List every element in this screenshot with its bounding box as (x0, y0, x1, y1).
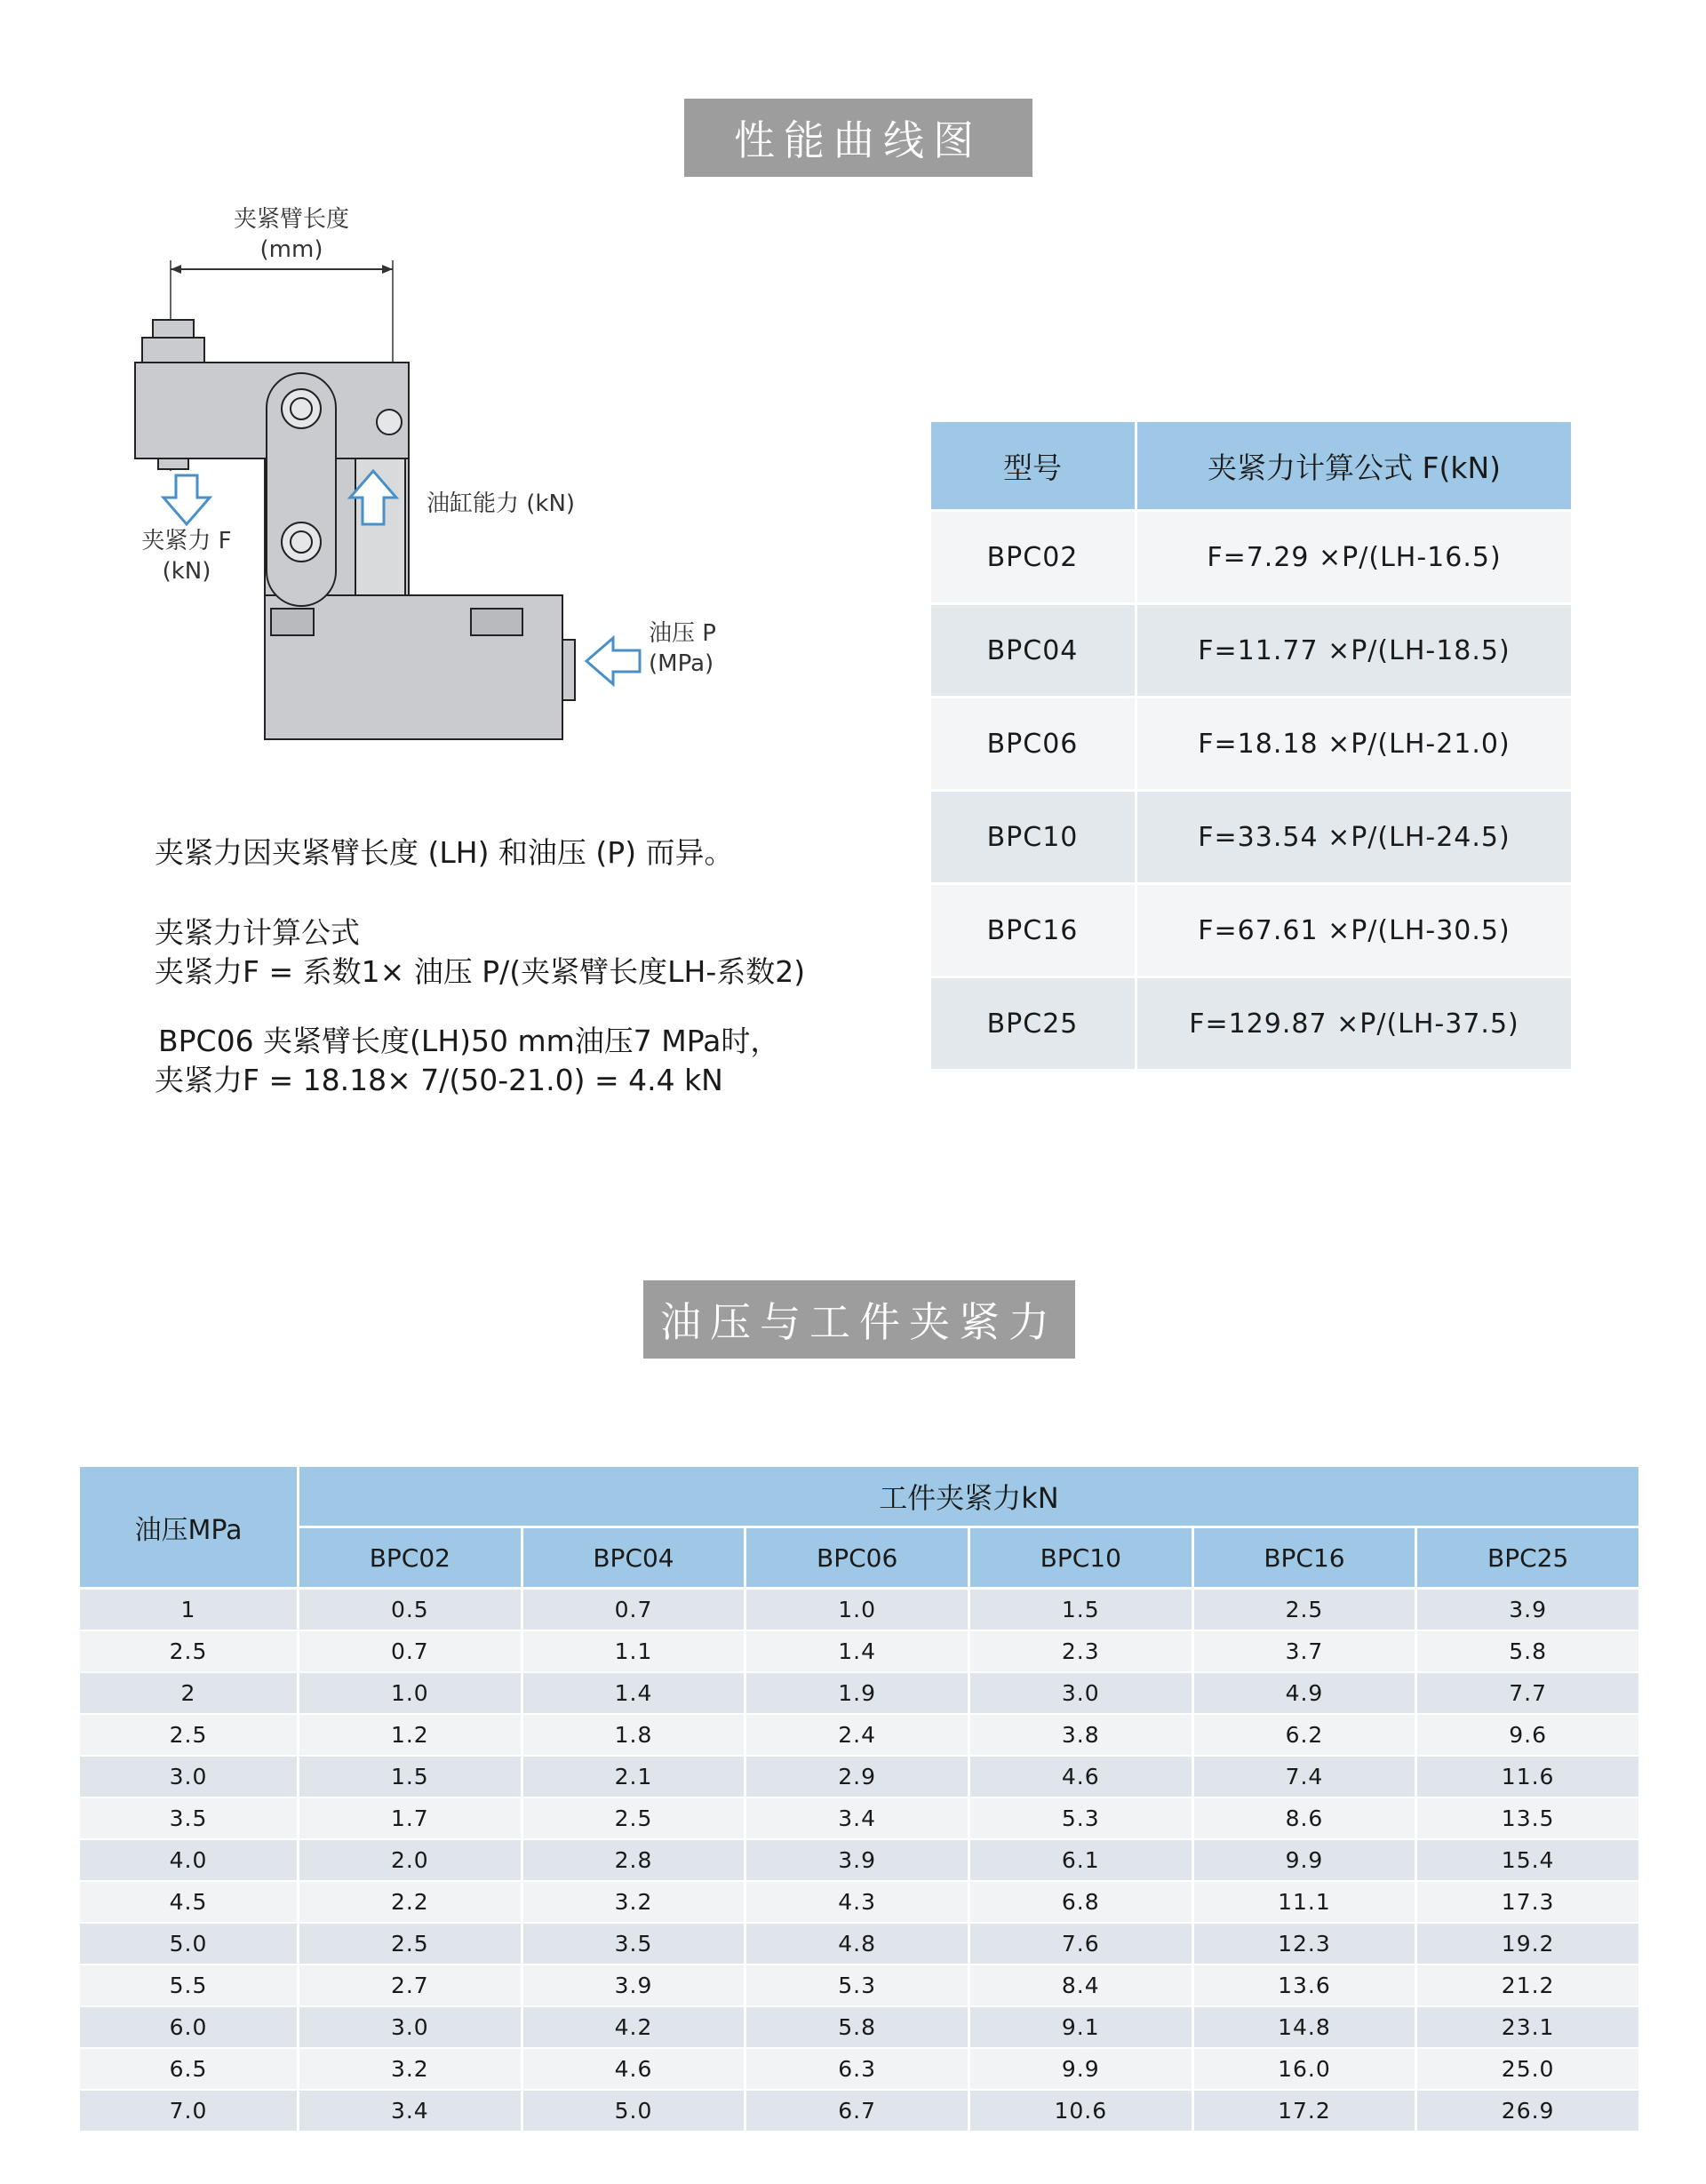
force-cell: 23.1 (1416, 2006, 1640, 2048)
force-cell: 14.8 (1192, 2006, 1416, 2048)
table-row (79, 1589, 1640, 1631)
force-cell: 2.7 (299, 1965, 522, 2006)
formula-row (931, 977, 1571, 1070)
pressure-cell: 3.0 (79, 1756, 299, 1797)
table-row (79, 1797, 1640, 1839)
arm-length-label: 夹紧臂长度 (233, 206, 349, 233)
force-cell: 11.1 (1192, 1881, 1416, 1923)
force-cell: 15.4 (1416, 1839, 1640, 1881)
force-cell: 0.5 (299, 1589, 522, 1631)
model-cell: BPC04 (931, 604, 1136, 697)
force-cell: 5.3 (745, 1965, 969, 2006)
force-cell: 3.7 (1192, 1630, 1416, 1672)
example-line-2: 夹紧力F = 18.18× 7/(50-21.0) = 4.4 kN (155, 1063, 723, 1097)
force-cell: 11.6 (1416, 1756, 1640, 1797)
force-cell: 6.2 (1192, 1714, 1416, 1756)
force-cell: 2.5 (1192, 1589, 1416, 1631)
table-row (79, 2048, 1640, 2090)
force-cell: 2.3 (969, 1630, 1192, 1672)
force-cell: 7.7 (1416, 1672, 1640, 1714)
clamp-diagram (107, 204, 729, 755)
model-cell: BPC16 (931, 884, 1136, 977)
force-cell: 1.1 (522, 1630, 745, 1672)
force-cell: 6.1 (969, 1839, 1192, 1881)
table-row (79, 1881, 1640, 1923)
force-cell: 2.5 (522, 1797, 745, 1839)
table-row (79, 1630, 1640, 1672)
pressure-cell: 5.0 (79, 1923, 299, 1965)
force-cell: 1.0 (299, 1672, 522, 1714)
formula-row (931, 604, 1571, 697)
formula-header: 夹紧力计算公式 F(kN) (1136, 422, 1572, 511)
table-row (79, 1839, 1640, 1881)
force-cell: 0.7 (522, 1589, 745, 1631)
pressure-cell: 2 (79, 1672, 299, 1714)
model-cell: BPC25 (931, 977, 1136, 1070)
force-cell: 5.8 (1416, 1630, 1640, 1672)
force-cell: 16.0 (1192, 2048, 1416, 2090)
force-cell: 3.9 (522, 1965, 745, 2006)
formula-row (931, 884, 1571, 977)
force-cell: 4.8 (745, 1923, 969, 1965)
example-line-1: BPC06 夹紧臂长度(LH)50 mm油压7 MPa时， (158, 1024, 780, 1058)
model-cell: BPC02 (931, 511, 1136, 604)
force-cell: 10.6 (969, 2090, 1192, 2131)
pressure-unit: (MPa) (649, 650, 714, 677)
cylinder-capacity-label: 油缸能力 (kN) (426, 490, 576, 517)
formula-table (931, 422, 1571, 1069)
force-cell: 3.9 (745, 1839, 969, 1881)
force-cell: 6.8 (969, 1881, 1192, 1923)
force-cell: 3.2 (299, 2048, 522, 2090)
force-cell: 3.5 (522, 1923, 745, 1965)
model-column-header: BPC06 (745, 1527, 969, 1589)
force-cell: 1.5 (969, 1589, 1192, 1631)
pressure-cell: 4.5 (79, 1881, 299, 1923)
force-cell: 8.4 (969, 1965, 1192, 2006)
force-cell: 25.0 (1416, 2048, 1640, 2090)
force-cell: 6.7 (745, 2090, 969, 2131)
model-column-header: BPC02 (299, 1527, 522, 1589)
model-cell: BPC06 (931, 697, 1136, 791)
clamp-force-title: 油压与工件夹紧力 (643, 1280, 1075, 1359)
force-cell: 9.1 (969, 2006, 1192, 2048)
force-cell: 26.9 (1416, 2090, 1640, 2131)
force-cell: 1.4 (522, 1672, 745, 1714)
force-cell: 17.3 (1416, 1881, 1640, 1923)
table-row (79, 2090, 1640, 2131)
table-row (79, 1923, 1640, 1965)
model-column-header: BPC10 (969, 1527, 1192, 1589)
force-cell: 4.2 (522, 2006, 745, 2048)
force-cell: 2.0 (299, 1839, 522, 1881)
force-cell: 19.2 (1416, 1923, 1640, 1965)
formula-row (931, 511, 1571, 604)
pressure-label: 油压 P (649, 620, 716, 647)
force-cell: 2.2 (299, 1881, 522, 1923)
force-cell: 1.4 (745, 1630, 969, 1672)
model-column-header: BPC16 (1192, 1527, 1416, 1589)
force-cell: 1.0 (745, 1589, 969, 1631)
formula-cell: F=129.87 ×P/(LH-37.5) (1136, 977, 1572, 1070)
force-cell: 2.9 (745, 1756, 969, 1797)
force-cell: 21.2 (1416, 1965, 1640, 2006)
force-cell: 3.4 (745, 1797, 969, 1839)
force-cell: 4.6 (522, 2048, 745, 2090)
table-row (79, 1714, 1640, 1756)
force-cell: 5.0 (522, 2090, 745, 2131)
table-row (79, 1965, 1640, 2006)
force-cell: 4.9 (1192, 1672, 1416, 1714)
force-cell: 1.2 (299, 1714, 522, 1756)
force-cell: 3.0 (969, 1672, 1192, 1714)
force-cell: 3.0 (299, 2006, 522, 2048)
force-cell: 2.8 (522, 1839, 745, 1881)
force-cell: 13.5 (1416, 1797, 1640, 1839)
force-cell: 17.2 (1192, 2090, 1416, 2131)
force-cell: 1.5 (299, 1756, 522, 1797)
force-cell: 1.8 (522, 1714, 745, 1756)
force-cell: 1.9 (745, 1672, 969, 1714)
force-cell: 5.3 (969, 1797, 1192, 1839)
force-cell: 12.3 (1192, 1923, 1416, 1965)
formula-cell: F=67.61 ×P/(LH-30.5) (1136, 884, 1572, 977)
force-cell: 2.1 (522, 1756, 745, 1797)
pressure-cell: 7.0 (79, 2090, 299, 2131)
force-cell: 9.6 (1416, 1714, 1640, 1756)
force-cell: 3.9 (1416, 1589, 1640, 1631)
clamp-force-table (77, 1464, 1641, 2131)
force-cell: 7.4 (1192, 1756, 1416, 1797)
formula-table-header (931, 422, 1571, 511)
clamp-drawing (107, 204, 729, 755)
formula-title: 夹紧力计算公式 (155, 915, 360, 950)
pressure-cell: 3.5 (79, 1797, 299, 1839)
pressure-header: 油压MPa (79, 1466, 299, 1589)
pressure-cell: 1 (79, 1589, 299, 1631)
force-cell: 1.7 (299, 1797, 522, 1839)
force-cell: 2.4 (745, 1714, 969, 1756)
force-cell: 9.9 (1192, 1839, 1416, 1881)
formula-cell: F=33.54 ×P/(LH-24.5) (1136, 791, 1572, 884)
pressure-cell: 6.5 (79, 2048, 299, 2090)
table-row (79, 2006, 1640, 2048)
pressure-cell: 2.5 (79, 1714, 299, 1756)
note-force-varies: 夹紧力因夹紧臂长度 (LH) 和油压 (P) 而异。 (155, 835, 734, 870)
clamp-force-group-header: 工件夹紧力kN (299, 1466, 1640, 1527)
table-row (79, 1672, 1640, 1714)
formula-text: 夹紧力F = 系数1× 油压 P/(夹紧臂长度LH-系数2) (155, 954, 806, 989)
formula-row (931, 697, 1571, 791)
model-cell: BPC10 (931, 791, 1136, 884)
force-cell: 9.9 (969, 2048, 1192, 2090)
clamp-force-label: 夹紧力 F (141, 528, 232, 554)
force-cell: 6.3 (745, 2048, 969, 2090)
model-header: 型号 (931, 422, 1136, 511)
force-cell: 4.6 (969, 1756, 1192, 1797)
force-cell: 3.4 (299, 2090, 522, 2131)
pressure-cell: 5.5 (79, 1965, 299, 2006)
force-cell: 3.2 (522, 1881, 745, 1923)
force-cell: 8.6 (1192, 1797, 1416, 1839)
formula-cell: F=11.77 ×P/(LH-18.5) (1136, 604, 1572, 697)
formula-row (931, 791, 1571, 884)
force-cell: 13.6 (1192, 1965, 1416, 2006)
force-cell: 5.8 (745, 2006, 969, 2048)
arm-length-unit: (mm) (259, 236, 323, 263)
force-cell: 0.7 (299, 1630, 522, 1672)
pressure-cell: 2.5 (79, 1630, 299, 1672)
model-column-header: BPC04 (522, 1527, 745, 1589)
performance-title: 性能曲线图 (684, 99, 1032, 177)
model-column-header: BPC25 (1416, 1527, 1640, 1589)
force-cell: 7.6 (969, 1923, 1192, 1965)
force-cell: 2.5 (299, 1923, 522, 1965)
force-cell: 4.3 (745, 1881, 969, 1923)
pressure-cell: 6.0 (79, 2006, 299, 2048)
formula-cell: F=18.18 ×P/(LH-21.0) (1136, 697, 1572, 791)
table-row (79, 1756, 1640, 1797)
formula-cell: F=7.29 ×P/(LH-16.5) (1136, 511, 1572, 604)
force-cell: 3.8 (969, 1714, 1192, 1756)
pressure-cell: 4.0 (79, 1839, 299, 1881)
clamp-force-unit: (kN) (162, 558, 211, 585)
